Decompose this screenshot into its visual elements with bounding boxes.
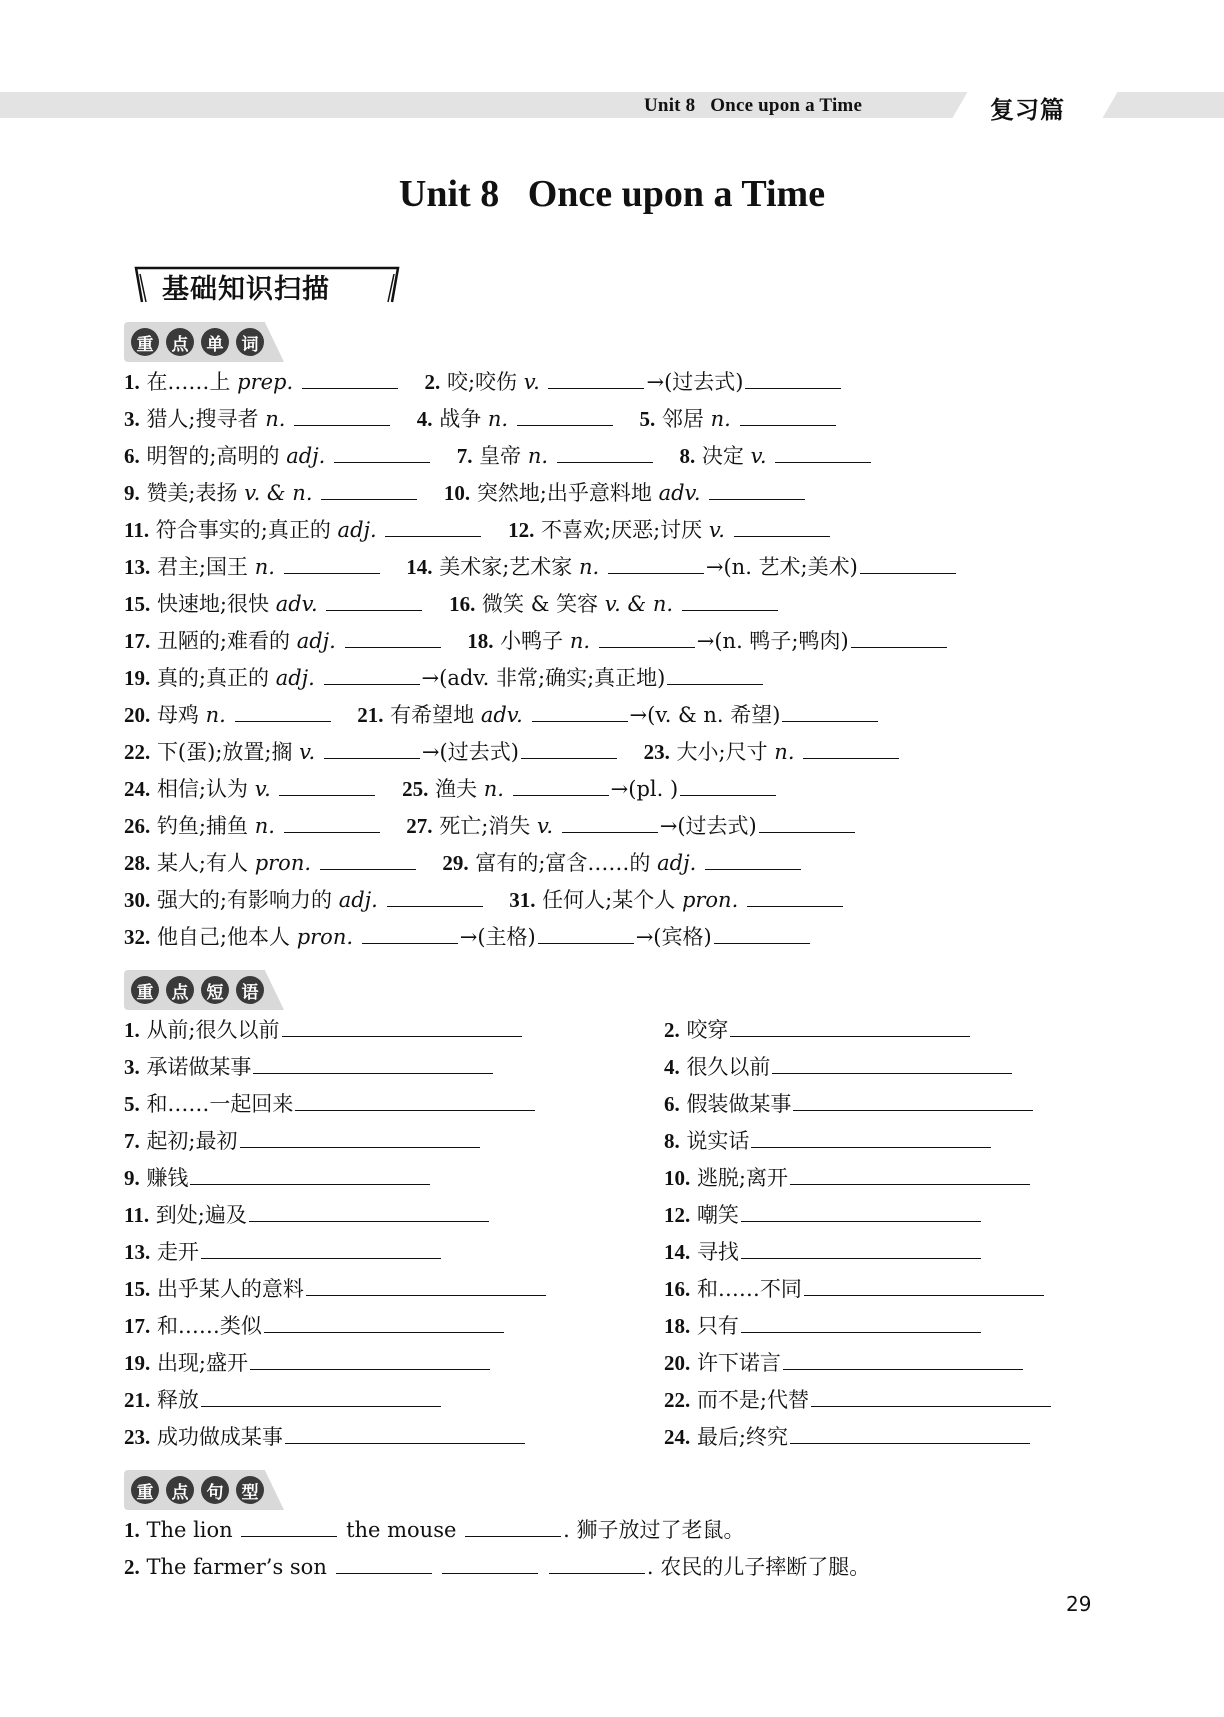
phrase-item: 22. 而不是;代替 [664, 1386, 1053, 1413]
word-item: 4. 战争 n. [417, 405, 615, 432]
answer-blank[interactable] [385, 516, 481, 537]
answer-blank[interactable] [201, 1238, 441, 1259]
word-item: 19. 真的;真正的 adj. →(adv. 非常;确实;真正地) [124, 664, 765, 691]
word-row [124, 775, 778, 802]
word-item: 31. 任何人;某个人 pron. [509, 886, 845, 913]
phrase-item: 6. 假装做某事 [664, 1090, 1035, 1117]
phrase-item: 24. 最后;终究 [664, 1423, 1032, 1450]
phrase-item: 7. 起初;最初 [124, 1127, 482, 1154]
answer-blank[interactable] [548, 368, 644, 389]
answer-blank[interactable] [747, 886, 843, 907]
answer-blank[interactable] [282, 1016, 522, 1037]
word-item: 8. 决定 v. [679, 442, 873, 469]
tag-char: 单 [201, 328, 229, 356]
word-row [124, 590, 780, 617]
header-section-tag: 复习篇 [990, 96, 1065, 124]
word-item: 28. 某人;有人 pron. [124, 849, 418, 876]
answer-blank[interactable] [759, 812, 855, 833]
answer-blank[interactable] [860, 553, 956, 574]
answer-blank[interactable] [334, 442, 430, 463]
answer-blank[interactable] [294, 405, 390, 426]
answer-blank[interactable] [562, 812, 658, 833]
answer-blank[interactable] [517, 405, 613, 426]
answer-blank[interactable] [264, 1312, 504, 1333]
phrase-item: 19. 出现;盛开 [124, 1349, 492, 1376]
answer-blank[interactable] [775, 442, 871, 463]
answer-blank[interactable] [538, 923, 634, 944]
answer-blank[interactable] [201, 1386, 441, 1407]
tag-key-phrases [124, 970, 264, 1010]
word-row [124, 479, 807, 506]
tag-char: 句 [201, 1476, 229, 1504]
word-item: 18. 小鸭子 n. →(n. 鸭子;鸭肉) [467, 627, 948, 654]
word-item: 22. 下(蛋);放置;搁 v. →(过去式) [124, 738, 619, 765]
word-item: 10. 突然地;出乎意料地 adv. [444, 479, 807, 506]
word-row [124, 812, 857, 839]
phrase-item: 14. 寻找 [664, 1238, 983, 1265]
answer-blank[interactable] [803, 738, 899, 759]
page-title: Unit 8 Once upon a Time [398, 173, 826, 215]
word-item: 27. 死亡;消失 v. →(过去式) [406, 812, 856, 839]
word-item: 17. 丑陋的;难看的 adj. [124, 627, 443, 654]
word-row [124, 368, 843, 395]
word-item: 3. 猎人;搜寻者 n. [124, 405, 392, 432]
answer-blank[interactable] [782, 701, 878, 722]
word-item: 2. 咬;咬伤 v. →(过去式) [425, 368, 844, 395]
word-item: 20. 母鸡 n. [124, 701, 333, 728]
word-item: 14. 美术家;艺术家 n. →(n. 艺术;美术) [406, 553, 958, 580]
word-item: 25. 渔夫 n. →(pl. ) [402, 775, 778, 802]
tag-char: 重 [131, 328, 159, 356]
word-item: 26. 钓鱼;捕鱼 n. [124, 812, 382, 839]
phrase-item: 2. 咬穿 [664, 1016, 972, 1043]
answer-blank[interactable] [714, 923, 810, 944]
answer-blank[interactable] [320, 849, 416, 870]
answer-blank[interactable] [285, 1423, 525, 1444]
answer-blank[interactable] [284, 812, 380, 833]
answer-blank[interactable] [740, 405, 836, 426]
phrase-item: 23. 成功做成某事 [124, 1423, 527, 1450]
word-row [124, 701, 880, 728]
phrase-item: 16. 和……不同 [664, 1275, 1046, 1302]
tag-char: 点 [166, 1476, 194, 1504]
answer-blank[interactable] [741, 1201, 981, 1222]
header-unit-title: Unit 8 Once upon a Time [644, 95, 863, 116]
answer-blank[interactable] [741, 1238, 981, 1259]
answer-blank[interactable] [362, 923, 458, 944]
answer-blank[interactable] [557, 442, 653, 463]
answer-blank[interactable] [326, 590, 422, 611]
word-item: 24. 相信;认为 v. [124, 775, 377, 802]
tag-char: 语 [236, 976, 264, 1004]
word-item: 6. 明智的;高明的 adj. [124, 442, 432, 469]
answer-blank[interactable] [279, 775, 375, 796]
answer-blank[interactable] [345, 627, 441, 648]
phrase-item: 17. 和……类似 [124, 1312, 506, 1339]
word-item: 29. 富有的;富含……的 adj. [442, 849, 803, 876]
answer-blank[interactable] [751, 1127, 991, 1148]
tag-char: 点 [166, 328, 194, 356]
answer-blank[interactable] [793, 1090, 1033, 1111]
answer-blank[interactable] [772, 1053, 1012, 1074]
answer-blank[interactable] [250, 1349, 490, 1370]
answer-blank[interactable] [324, 738, 420, 759]
answer-blank[interactable] [306, 1275, 546, 1296]
answer-blank[interactable] [680, 775, 776, 796]
word-item: 7. 皇帝 n. [457, 442, 655, 469]
answer-blank[interactable] [682, 590, 778, 611]
page-number: 29 [1066, 1592, 1092, 1616]
word-item: 9. 赞美;表扬 v. & n. [124, 479, 419, 506]
word-row [124, 553, 958, 580]
phrase-item: 15. 出乎某人的意料 [124, 1275, 548, 1302]
answer-blank[interactable] [302, 368, 398, 389]
section-heading-text: 基础知识扫描 [162, 274, 330, 305]
word-row [124, 923, 812, 950]
answer-blank[interactable] [804, 1275, 1044, 1296]
phrase-item: 21. 释放 [124, 1386, 443, 1413]
tag-key-words [124, 322, 264, 362]
word-row [124, 738, 901, 765]
phrase-item: 10. 逃脱;离开 [664, 1164, 1032, 1191]
phrase-item: 9. 赚钱 [124, 1164, 432, 1191]
phrase-item: 18. 只有 [664, 1312, 983, 1339]
answer-blank[interactable] [336, 1553, 432, 1574]
word-item: 12. 不喜欢;厌恶;讨厌 v. [508, 516, 832, 543]
sentence-item: 2. The farmer’s son . 农民的儿子摔断了腿。 [124, 1555, 871, 1579]
answer-blank[interactable] [532, 701, 628, 722]
tag-char: 重 [131, 976, 159, 1004]
word-item: 13. 君主;国王 n. [124, 553, 382, 580]
answer-blank[interactable] [235, 701, 331, 722]
word-row [124, 405, 838, 432]
phrase-item: 1. 从前;很久以前 [124, 1016, 524, 1043]
phrase-item: 11. 到处;遍及 [124, 1201, 491, 1228]
answer-blank[interactable] [549, 1553, 645, 1574]
answer-blank[interactable] [442, 1553, 538, 1574]
tag-char: 点 [166, 976, 194, 1004]
answer-blank[interactable] [465, 1516, 561, 1537]
answer-blank[interactable] [790, 1423, 1030, 1444]
word-item: 15. 快速地;很快 adv. [124, 590, 424, 617]
word-row [124, 516, 832, 543]
answer-blank[interactable] [667, 664, 763, 685]
phrase-item: 12. 嘲笑 [664, 1201, 983, 1228]
word-item: 1. 在……上 prep. [124, 368, 400, 395]
answer-blank[interactable] [745, 368, 841, 389]
answer-blank[interactable] [599, 627, 695, 648]
word-item: 23. 大小;尺寸 n. [644, 738, 902, 765]
phrase-item: 4. 很久以前 [664, 1053, 1014, 1080]
answer-blank[interactable] [240, 1127, 480, 1148]
answer-blank[interactable] [783, 1349, 1023, 1370]
answer-blank[interactable] [513, 775, 609, 796]
phrase-item: 8. 说实话 [664, 1127, 993, 1154]
answer-blank[interactable] [241, 1516, 337, 1537]
word-row [124, 627, 949, 654]
answer-blank[interactable] [387, 886, 483, 907]
phrase-item: 3. 承诺做某事 [124, 1053, 495, 1080]
answer-blank[interactable] [249, 1201, 489, 1222]
answer-blank[interactable] [741, 1312, 981, 1333]
answer-blank[interactable] [253, 1053, 493, 1074]
word-item: 32. 他自己;他本人 pron. →(主格) →(宾格) [124, 923, 812, 950]
word-row [124, 664, 765, 691]
tag-char: 词 [236, 328, 264, 356]
word-item: 16. 微笑 & 笑容 v. & n. [449, 590, 780, 617]
answer-blank[interactable] [190, 1164, 430, 1185]
answer-blank[interactable] [730, 1016, 970, 1037]
answer-blank[interactable] [608, 553, 704, 574]
word-item: 21. 有希望地 adv. →(v. & n. 希望) [357, 701, 880, 728]
answer-blank[interactable] [734, 516, 830, 537]
answer-blank[interactable] [321, 479, 417, 500]
word-row [124, 886, 845, 913]
tag-char: 短 [201, 976, 229, 1004]
word-item: 11. 符合事实的;真正的 adj. [124, 516, 483, 543]
answer-blank[interactable] [851, 627, 947, 648]
answer-blank[interactable] [324, 664, 420, 685]
answer-blank[interactable] [790, 1164, 1030, 1185]
word-row [124, 849, 803, 876]
answer-blank[interactable] [295, 1090, 535, 1111]
phrase-item: 5. 和……一起回来 [124, 1090, 537, 1117]
phrase-item: 20. 许下诺言 [664, 1349, 1025, 1376]
answer-blank[interactable] [284, 553, 380, 574]
section-heading [128, 262, 400, 304]
tag-char: 重 [131, 1476, 159, 1504]
answer-blank[interactable] [811, 1386, 1051, 1407]
word-item: 5. 邻居 n. [639, 405, 837, 432]
answer-blank[interactable] [709, 479, 805, 500]
phrase-item: 13. 走开 [124, 1238, 443, 1265]
sentence-item: 1. The lion the mouse . 狮子放过了老鼠。 [124, 1518, 745, 1542]
word-row [124, 442, 873, 469]
tag-key-sentences [124, 1470, 264, 1510]
answer-blank[interactable] [705, 849, 801, 870]
tag-char: 型 [236, 1476, 264, 1504]
answer-blank[interactable] [521, 738, 617, 759]
word-item: 30. 强大的;有影响力的 adj. [124, 886, 485, 913]
